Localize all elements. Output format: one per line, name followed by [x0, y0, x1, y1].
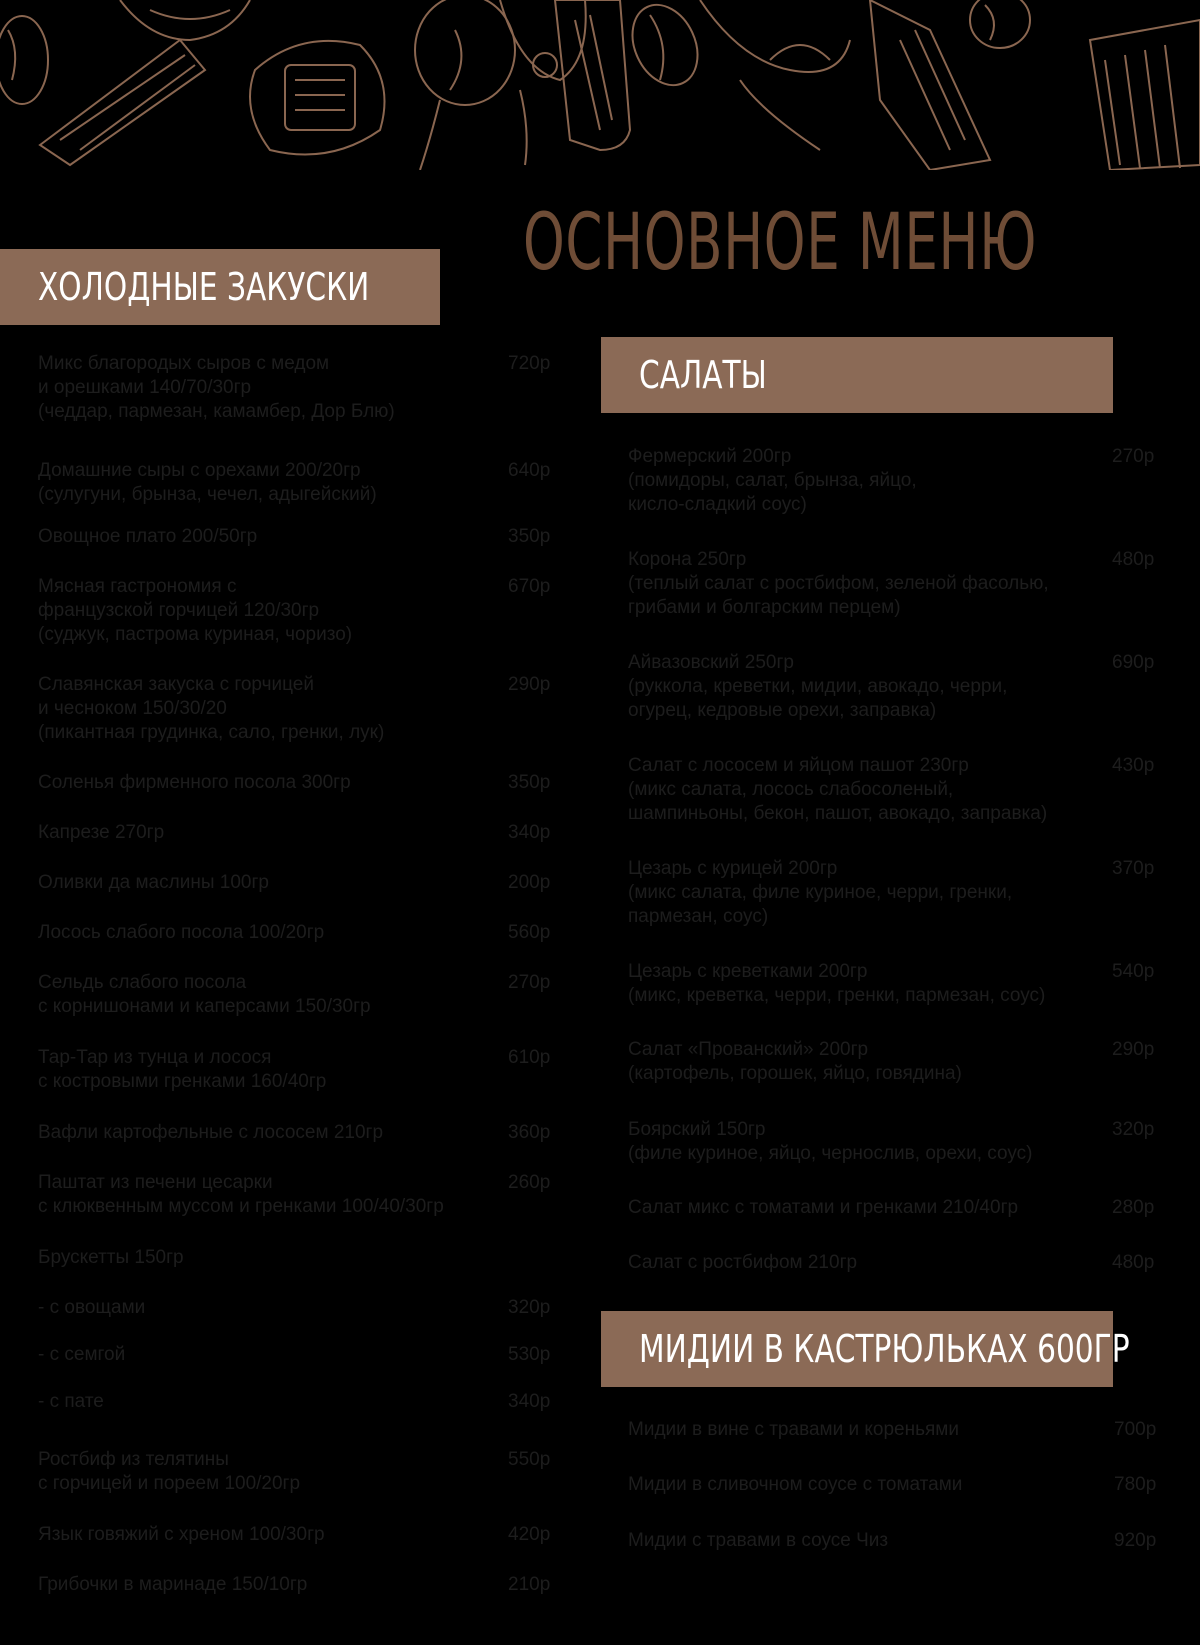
menu-item-price: 420р: [508, 1524, 551, 1545]
menu-item-description: грибами и болгарским перцем): [628, 597, 901, 618]
menu-item-price: 370р: [1112, 858, 1155, 879]
menu-item-description: (пикантная грудинка, сало, гренки, лук): [38, 722, 385, 743]
cold-snacks-header: [0, 249, 440, 325]
menu-item-name: Язык говяжий с хреном 100/30гр: [38, 1524, 325, 1545]
menu-item-name: Лосось слабого посола 100/20гр: [38, 922, 325, 943]
menu-item-description: французской горчицей 120/30гр: [38, 600, 320, 621]
ravioli-sketch-icon: [250, 41, 385, 155]
menu-item-name: Овощное плато 200/50гр: [38, 526, 258, 547]
menu-item-name: Паштат из печени цесарки: [38, 1172, 273, 1193]
menu-item-name: Салат с ростбифом 210гр: [628, 1252, 858, 1273]
menu-item-price: 270р: [1112, 446, 1155, 467]
menu-item: [628, 1118, 1032, 1166]
menu-item-description: кисло-сладкий соус): [628, 494, 807, 515]
menu-item: [628, 960, 1045, 1008]
menu-item: [38, 1448, 300, 1496]
mussels-header: [601, 1311, 1130, 1387]
menu-item-description: (микс салата, лосось слабосоленый,: [628, 779, 954, 800]
menu-item-name: Мидии с травами в соусе Чиз: [628, 1530, 889, 1551]
menu-item: [38, 1171, 444, 1219]
mussels-heading: МИДИИ В КАСТРЮЛЬКАХ 600ГР: [639, 1327, 1130, 1371]
menu-item-price: 430р: [1112, 755, 1155, 776]
menu-item-name: Айвазовский 250гр: [628, 652, 794, 673]
menu-item-name: - с семгой: [38, 1344, 126, 1365]
menu-item: [38, 673, 384, 745]
menu-item: [38, 971, 371, 1019]
board-sketch-icon: [870, 0, 990, 170]
menu-item: [628, 857, 1012, 929]
menu-item: [38, 921, 324, 945]
menu-item-name: Ростбиф из телятины: [38, 1449, 229, 1470]
menu-item: [628, 548, 1049, 620]
menu-item-price: 720р: [508, 353, 551, 374]
menu-item-name: Славянская закуска с горчицей: [38, 674, 314, 695]
menu-item: [38, 1390, 104, 1414]
food-sketch-decoration: [0, 0, 1200, 170]
menu-item-price: 550р: [508, 1449, 551, 1470]
menu-item-name: Цезарь с креветками 200гр: [628, 961, 868, 982]
menu-item-price: 700р: [1114, 1419, 1157, 1440]
menu-item-name: Сельдь слабого посола: [38, 972, 247, 993]
menu-item-price: 610р: [508, 1047, 551, 1068]
menu-item: [38, 771, 351, 795]
menu-item-name: Салат с лососем и яйцом пашот 230гр: [628, 755, 969, 776]
menu-item-price: 780р: [1114, 1474, 1157, 1495]
herb-sketch-icon: [700, 0, 850, 150]
salads-header: [601, 337, 1113, 413]
menu-item: [628, 1418, 959, 1442]
menu-item: [628, 1473, 962, 1497]
menu-item-description: (теплый салат с ростбифом, зеленой фасолью,: [628, 573, 1049, 594]
menu-item: [38, 525, 257, 549]
menu-item-price: 350р: [508, 772, 551, 793]
menu-item-price: 260р: [508, 1172, 551, 1193]
menu-item-price: 290р: [508, 674, 551, 695]
menu-item: [38, 1343, 125, 1367]
menu-item-price: 560р: [508, 922, 551, 943]
menu-item-description: шампиньоны, бекон, пашот, авокадо, заправка): [628, 803, 1048, 824]
menu-item-name: Микс благородых сыров с медом: [38, 353, 330, 374]
menu-item-price: 340р: [508, 1391, 551, 1412]
menu-item-description: (картофель, горошек, яйцо, говядина): [628, 1063, 962, 1084]
menu-item-name: Мидии в сливочном соусе с томатами: [628, 1474, 963, 1495]
menu-item: [628, 1529, 888, 1553]
menu-item-name: Оливки да маслины 100гр: [38, 872, 269, 893]
menu-item: [628, 754, 1047, 826]
nut-sketch-icon: [970, 0, 1030, 48]
menu-item-name: Капрезе 270гр: [38, 822, 165, 843]
menu-item-description: и орешками 140/70/30гр: [38, 377, 252, 398]
menu-item-name: Корона 250гр: [628, 549, 747, 570]
menu-item: [38, 459, 377, 507]
menu-item: [628, 1251, 857, 1275]
menu-item-price: 920р: [1114, 1530, 1157, 1551]
menu-item-description: (суджук, пастрома куриная, чоризо): [38, 624, 353, 645]
cold-snacks-heading: ХОЛОДНЫЕ ЗАКУСКИ: [38, 265, 370, 309]
menu-item: [38, 1046, 326, 1094]
menu-item: [628, 445, 917, 517]
spoon-sketch-icon: [415, 0, 515, 170]
menu-item-price: 530р: [508, 1344, 551, 1365]
almond-sketch-icon: [620, 0, 710, 96]
menu-item-name: Салат «Прованский» 200гр: [628, 1039, 869, 1060]
menu-item-description: (микс, креветка, черри, гренки, пармезан, соус): [628, 985, 1046, 1006]
pasta-sketch-icon: [40, 40, 205, 165]
menu-item-price: 540р: [1112, 961, 1155, 982]
menu-item-description: и чесноком 150/30/20: [38, 698, 227, 719]
page-title: ОСНОВНОЕ МЕНЮ: [523, 198, 1038, 288]
menu-item-price: 270р: [508, 972, 551, 993]
menu-item-price: 480р: [1112, 1252, 1155, 1273]
menu-item-price: 290р: [1112, 1039, 1155, 1060]
menu-item: [628, 1038, 962, 1086]
menu-item-description: (микс салата, филе куриное, черри, гренки,: [628, 882, 1013, 903]
menu-item-name: Тар-Тар из тунца и лосося: [38, 1047, 272, 1068]
menu-item-price: 280р: [1112, 1197, 1155, 1218]
menu-item-name: Салат микс с томатами и гренками 210/40гр: [628, 1197, 1019, 1218]
menu-item-price: 640р: [508, 460, 551, 481]
menu-item-price: 480р: [1112, 549, 1155, 570]
menu-item-description: с горчицей и пореем 100/20гр: [38, 1473, 301, 1494]
menu-item: [38, 1573, 307, 1597]
menu-item-price: 340р: [508, 822, 551, 843]
menu-item-description: огурец, кедровые орехи, заправка): [628, 700, 937, 721]
menu-item-price: 670р: [508, 576, 551, 597]
menu-item-name: - с пате: [38, 1391, 104, 1412]
menu-item-price: 210р: [508, 1574, 551, 1595]
menu-item-description: (филе куриное, яйцо, чернослив, орехи, соус): [628, 1143, 1033, 1164]
menu-item: [628, 651, 1007, 723]
menu-item: [38, 1523, 325, 1547]
menu-item-price: 200р: [508, 872, 551, 893]
menu-item-description: с клюквенным муссом и гренками 100/40/30гр: [38, 1196, 444, 1217]
menu-item: [38, 352, 395, 424]
menu-item: [38, 575, 352, 647]
menu-item-name: Цезарь с курицей 200гр: [628, 858, 838, 879]
menu-item: [38, 821, 164, 845]
menu-item-name: Домашние сыры с орехами 200/20гр: [38, 460, 361, 481]
menu-item-price: 320р: [508, 1297, 551, 1318]
bread-sketch-icon: [120, 0, 250, 40]
menu-item-description: (руккола, креветки, мидии, авокадо, черри,: [628, 676, 1008, 697]
menu-item-price: 690р: [1112, 652, 1155, 673]
menu-item-description: (помидоры, салат, брынза, яйцо,: [628, 470, 917, 491]
menu-item: [628, 1196, 1018, 1220]
menu-item-price: 320р: [1112, 1119, 1155, 1140]
menu-item-description: пармезан, соус): [628, 906, 769, 927]
menu-item: [38, 1121, 383, 1145]
menu-item-description: с корнишонами и каперсами 150/30гр: [38, 996, 371, 1017]
menu-item-description: с костровыми гренками 160/40гр: [38, 1071, 327, 1092]
pasta-tube-sketch-icon: [1090, 20, 1200, 170]
menu-item-name: Мидии в вине с травами и кореньями: [628, 1419, 959, 1440]
salads-heading: САЛАТЫ: [639, 353, 767, 397]
menu-item-price: 350р: [508, 526, 551, 547]
menu-item-name: Боярский 150гр: [628, 1119, 766, 1140]
menu-item-description: (чеддар, пармезан, камамбер, Дор Блю): [38, 401, 395, 422]
menu-item-name: Мясная гастрономия с: [38, 576, 237, 597]
menu-item: [38, 1296, 145, 1320]
menu-item-name: Брускетты 150гр: [38, 1247, 184, 1268]
menu-item-name: Вафли картофельные с лососем 210гр: [38, 1122, 384, 1143]
menu-item-name: - с овощами: [38, 1297, 146, 1318]
menu-item: [38, 1246, 184, 1270]
menu-item-name: Фермерский 200гр: [628, 446, 792, 467]
menu-item: [38, 871, 269, 895]
menu-item-price: 360р: [508, 1122, 551, 1143]
menu-item-description: (сулугуни, брынза, чечел, адыгейский): [38, 484, 377, 505]
menu-item-name: Соленья фирменного посола 300гр: [38, 772, 351, 793]
olive-sketch-icon: [0, 16, 48, 104]
menu-item-name: Грибочки в маринаде 150/10гр: [38, 1574, 308, 1595]
